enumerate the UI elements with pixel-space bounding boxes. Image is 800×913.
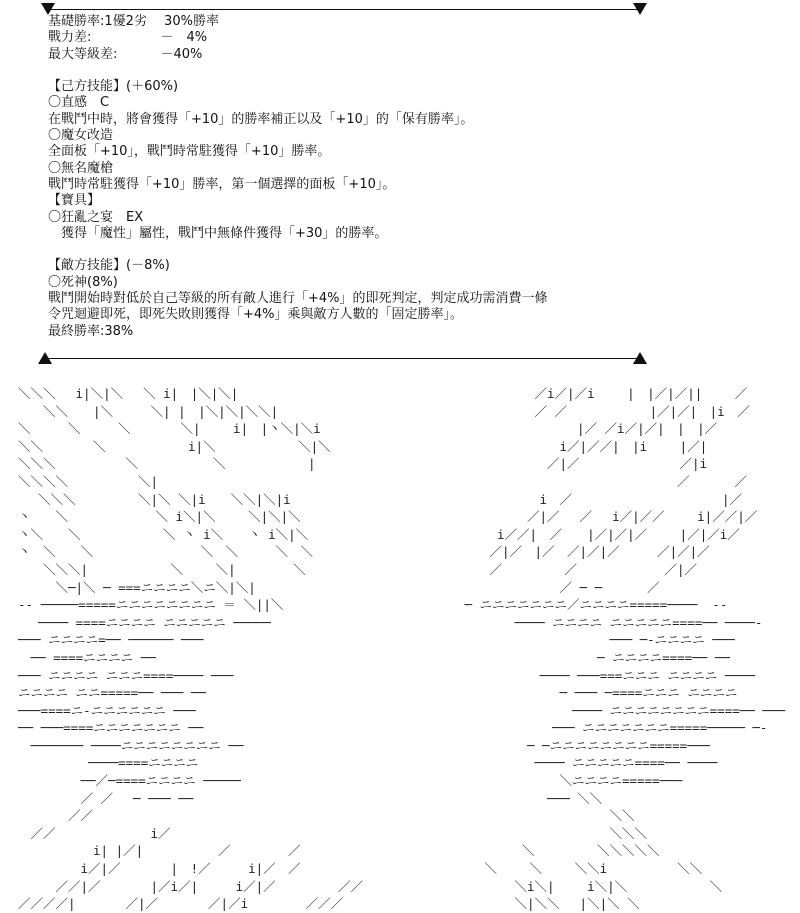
ascii-art-row: ─── ニニニニ=── ────── ─── — [18, 632, 204, 648]
ascii-art-row: ＼＼＼ — [452, 825, 648, 841]
noble-phantasm-title: 〇狂亂之宴 EX — [48, 209, 144, 225]
ascii-art-row: ＼|＼＼ |＼|＼ ＼ — [452, 896, 640, 912]
ascii-art-row: ＼＼＼ ＼|＼ ＼|i ＼＼|＼|i — [18, 491, 291, 507]
ascii-art-row: ／／ — [18, 808, 94, 824]
noble-phantasm-desc: 獲得「魔性」屬性，戰鬥中無條件獲得「+30」的勝率。 — [48, 225, 388, 241]
ascii-art-row: ／i／|／i | |／|／|| ／ — [452, 386, 748, 401]
ascii-art-row: ／|／ |／ ／|／|／ ／|／|／ — [452, 544, 710, 560]
ascii-art-row: ニニニニ ニニ=====── ─── ── — [18, 685, 206, 701]
ascii-art-row: ───====ニ-ニニニニニニ ─── — [18, 702, 196, 718]
ascii-art-row: ──── ニニニニニ====── ──── — [452, 755, 718, 771]
skill-intuition-desc: 在戰鬥中時，將會獲得「+10」的勝率補正以及「+10」的「保有勝率」。 — [48, 111, 474, 127]
ascii-art-row: ／／|／ |／i／| i／|／ ／／ — [18, 878, 364, 894]
bottom-left-triangle-marker — [38, 352, 52, 364]
ascii-art-row: ─── ニニニニニニニ=====───── ─- — [452, 720, 768, 736]
ascii-art-row: ── ───====ニニニニニニニ ── — [18, 720, 204, 736]
enemy-skill-reaper-title: 〇死神(8%) — [48, 274, 118, 290]
ascii-art-row: ＼ ＼ ＼ ＼| i| |丶＼|＼i — [18, 421, 321, 437]
blank-line — [48, 242, 748, 258]
max-level-difference-line: 最大等級差: －40% — [48, 46, 203, 62]
ascii-art-row: ─── ＼＼ — [452, 790, 653, 806]
ascii-art-row: ─ ─ニニニニニニニニ=====─── — [452, 737, 710, 753]
ascii-art-row: ─ ニニニニ====── ── — [452, 649, 730, 665]
skill-intuition-title: 〇直感 C — [48, 95, 110, 111]
skill-nameless-spear-title: 〇無名魔槍 — [48, 160, 114, 176]
bottom-divider-line — [48, 358, 640, 359]
final-win-rate-line: 最終勝率:38% — [48, 323, 134, 339]
ascii-art-row: ──── ニニニニニニニニ====── ─── — [452, 702, 785, 718]
ascii-art-row: -- ─────=====ニニニニニニニニ ＝ ＼||＼ — [18, 597, 284, 613]
ascii-art-row: 丶 ＼ ＼ i＼|＼ ＼|＼|＼ — [18, 509, 301, 525]
ascii-art-row: ＼ニニニニ=====─── — [452, 773, 683, 789]
own-skills-heading: 【己方技能】(＋60%) — [48, 79, 179, 95]
ascii-art-row: ＼＼ — [452, 808, 635, 824]
ascii-art-row: ─ ニニニニニニニ／ニニニニ=====──── -- — [452, 597, 728, 613]
ascii-art-row: 丶 ＼ ＼ ＼ ＼ ＼ ＼ — [18, 544, 314, 560]
ascii-art-row: ／ ／ — [452, 473, 748, 489]
enemy-skills-heading: 【敵方技能】(－8%) — [48, 258, 170, 274]
ascii-art-row: |／ ／i／|／| | |／ — [452, 421, 718, 437]
top-divider-line — [48, 9, 640, 10]
bottom-right-triangle-marker — [633, 352, 647, 364]
ascii-art-row: i／|／ | !／ i|／ ／ — [18, 861, 301, 877]
ascii-art-row: ─── ニニニニ ニニニ====──── ─── — [18, 667, 234, 683]
ascii-art-row: i／|／／| |i |／| — [452, 438, 708, 454]
ascii-art-row: ── ====ニニニニ ── — [18, 649, 156, 665]
skill-witch-modification-desc: 全面板「+10」，戰鬥時常駐獲得「+10」勝率。 — [48, 144, 331, 160]
ascii-art-row: ＼i＼| i＼|＼ ＼ — [452, 878, 723, 894]
blank-line — [48, 63, 748, 79]
enemy-skill-reaper-desc-1: 戰鬥開始時對低於自己等級的所有敵人進行「+4%」的即死判定，判定成功需消費一條 — [48, 291, 548, 307]
ascii-art-row: ─ ─── ─====ニニニ ニニニニ — [452, 685, 738, 701]
ascii-art-row: ＼＼＼ ＼ ＼ | — [18, 456, 316, 472]
ascii-art-right-speedlines — [452, 385, 785, 913]
ascii-art-row: ──── ====ニニニニ ニニニニニ ───── — [18, 614, 271, 630]
ascii-art-row: ＼＼＼| ＼ ＼| ＼ — [18, 561, 306, 577]
ascii-art-row: ／／ i／ — [18, 825, 171, 841]
ascii-art-row: ──── ニニニニ ニニニニニ====── ────- — [452, 614, 763, 630]
ascii-art-row: ＼─|＼ ─ ===ニニニニ＼ニ＼|＼| — [18, 579, 256, 595]
ascii-art-row: ──── ───===ニニニ ニニニニ ──── — [452, 667, 755, 683]
ascii-art-row: ＼＼ |＼ ＼| | |＼|＼|＼＼| — [18, 403, 279, 419]
ascii-art-row: ────====ニニニニ — [18, 755, 199, 771]
ascii-art-row: ／ ─ ─ ／ — [452, 579, 660, 595]
ascii-art-row: ＼ ＼＼＼＼＼ — [452, 843, 660, 859]
ascii-art-row: ＼＼ ＼ i|＼ ＼|＼ — [18, 438, 331, 454]
ascii-art-row: i／／| ／ |／|／|／ |／|／i／ — [452, 526, 740, 542]
ascii-art-row: ＼＼＼ i|＼|＼ ＼ i| |＼|＼| — [18, 386, 239, 401]
ascii-art-row: 丶＼ ＼ ＼ 丶 i＼ 丶 i＼|＼ — [18, 526, 309, 542]
ascii-art-row: ──／─====ニニニニ ───── — [18, 773, 241, 789]
skill-witch-modification-title: 〇魔女改造 — [48, 128, 114, 144]
base-win-rate-line: 基礎勝率:1優2劣 30%勝率 — [48, 14, 219, 29]
ascii-art-row: ＼＼＼＼ ＼| — [18, 473, 159, 489]
noble-phantasm-heading: 【寶具】 — [48, 193, 101, 209]
ascii-art-row: ─────── ────ニニニニニニニニ ── — [18, 737, 244, 753]
ascii-art-row: ／ ／ ─ ─── ── — [18, 790, 194, 806]
ascii-art-row: i ／ |／ — [452, 491, 743, 507]
skill-nameless-spear-desc: 戰鬥時常駐獲得「+10」勝率，第一個選擇的面板「+10」。 — [48, 176, 396, 192]
ascii-art-row: ／ ／ ／|／ — [452, 561, 698, 577]
ascii-art-row: ＼ ＼ ＼＼i ＼＼ — [452, 861, 703, 877]
ascii-art-left-speedlines — [18, 385, 363, 913]
ascii-art-row: ／|／ ／|i — [452, 456, 708, 472]
ascii-art-row: ／ ／ |／|／| |i ／ — [452, 403, 750, 419]
ascii-art-row: ／|／ ／ i／|／／ i|／／|／ — [452, 509, 758, 525]
ascii-art-row: ／／／／| ／|／ ／|／i ／／／ — [18, 896, 344, 912]
ascii-art-row: ─── ─-ニニニニ ─── — [452, 632, 735, 648]
power-difference-line: 戰力差: － 4% — [48, 30, 208, 46]
enemy-skill-reaper-desc-2: 令咒迴避即死，即死失敗則獲得「+4%」乘與敵方人數的「固定勝率」。 — [48, 307, 464, 323]
battle-summary-text — [48, 14, 748, 340]
ascii-art-row: i| |／| ／ ／ — [18, 843, 301, 859]
